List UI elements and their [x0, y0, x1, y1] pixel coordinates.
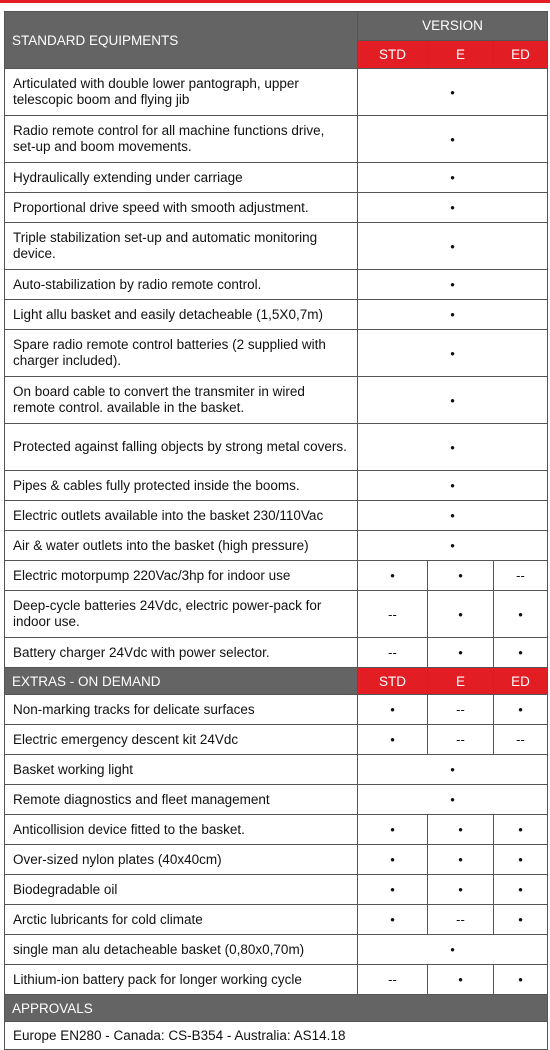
availability-std: •: [358, 695, 428, 725]
availability-std: •: [358, 845, 428, 875]
standard-item-label: Air & water outlets into the basket (high pressure): [5, 531, 358, 561]
version-e: E: [428, 40, 494, 69]
availability-all-versions: •: [358, 69, 548, 116]
extras-row: [5, 905, 548, 935]
availability-e: •: [428, 638, 494, 668]
availability-e: •: [428, 815, 494, 845]
extras-item-label: Electric emergency descent kit 24Vdc: [5, 725, 358, 755]
header-row-top: [5, 12, 548, 41]
extras-item-label: Anticollision device fitted to the basket.: [5, 815, 358, 845]
standard-row: [5, 69, 548, 116]
standard-item-label: Battery charger 24Vdc with power selector.: [5, 638, 358, 668]
standard-row: [5, 270, 548, 300]
availability-all-versions: •: [358, 935, 548, 965]
availability-e: --: [428, 725, 494, 755]
standard-item-label: Deep-cycle batteries 24Vdc, electric power-pack for indoor use.: [5, 591, 358, 638]
extras-row: [5, 815, 548, 845]
availability-ed: •: [494, 591, 548, 638]
equipment-table: [4, 11, 548, 1050]
extras-item-label: Arctic lubricants for cold climate: [5, 905, 358, 935]
extras-item-label: Over-sized nylon plates (40x40cm): [5, 845, 358, 875]
extras-row: [5, 935, 548, 965]
standard-item-label: Proportional drive speed with smooth adjustment.: [5, 193, 358, 223]
extras-item-label: Remote diagnostics and fleet management: [5, 785, 358, 815]
standard-item-label: Articulated with double lower pantograph, upper telescopic boom and flying jib: [5, 69, 358, 116]
availability-ed: •: [494, 965, 548, 995]
availability-all-versions: •: [358, 270, 548, 300]
standard-row: [5, 223, 548, 270]
standard-item-label: Auto-stabilization by radio remote control.: [5, 270, 358, 300]
extras-item-label: Lithium-ion battery pack for longer working cycle: [5, 965, 358, 995]
standard-row: [5, 116, 548, 163]
availability-all-versions: •: [358, 471, 548, 501]
availability-std: •: [358, 905, 428, 935]
availability-ed: •: [494, 638, 548, 668]
standard-row: [5, 193, 548, 223]
availability-std: •: [358, 561, 428, 591]
standard-row: [5, 471, 548, 501]
standard-item-label: Hydraulically extending under carriage: [5, 163, 358, 193]
approvals-title: APPROVALS: [5, 995, 548, 1022]
standard-row: [5, 300, 548, 330]
availability-e: •: [428, 561, 494, 591]
equipment-sheet: [4, 11, 547, 1050]
standard-item-label: On board cable to convert the transmiter in wired remote control. available in the basket.: [5, 377, 358, 424]
extras-row: [5, 755, 548, 785]
approvals-text: Europe EN280 - Canada: CS-B354 - Australia: AS14.18: [5, 1022, 548, 1050]
availability-all-versions: •: [358, 377, 548, 424]
version-label: VERSION: [358, 12, 548, 41]
availability-all-versions: •: [358, 116, 548, 163]
availability-std: •: [358, 815, 428, 845]
availability-all-versions: •: [358, 785, 548, 815]
version-std: STD: [358, 40, 428, 69]
extras-item-label: Non-marking tracks for delicate surfaces: [5, 695, 358, 725]
availability-std: --: [358, 965, 428, 995]
availability-ed: •: [494, 695, 548, 725]
standard-item-label: Light allu basket and easily detacheable (1,5X0,7m): [5, 300, 358, 330]
standard-row: [5, 377, 548, 424]
availability-e: •: [428, 875, 494, 905]
standard-row: [5, 330, 548, 377]
extras-row: [5, 965, 548, 995]
version-ed: ED: [494, 40, 548, 69]
standard-row: [5, 638, 548, 668]
availability-all-versions: •: [358, 424, 548, 471]
extras-row: [5, 695, 548, 725]
extras-item-label: single man alu detacheable basket (0,80x0,70m): [5, 935, 358, 965]
availability-e: --: [428, 905, 494, 935]
extras-item-label: Basket working light: [5, 755, 358, 785]
extras-version-std: STD: [358, 668, 428, 695]
availability-ed: •: [494, 875, 548, 905]
availability-all-versions: •: [358, 755, 548, 785]
availability-all-versions: •: [358, 531, 548, 561]
availability-ed: •: [494, 905, 548, 935]
extras-title: EXTRAS - ON DEMAND: [5, 668, 358, 695]
standard-item-label: Spare radio remote control batteries (2 supplied with charger included).: [5, 330, 358, 377]
standard-row: [5, 561, 548, 591]
availability-ed: •: [494, 815, 548, 845]
extras-item-label: Biodegradable oil: [5, 875, 358, 905]
availability-e: •: [428, 845, 494, 875]
top-red-line: [0, 0, 550, 3]
extras-version-ed: ED: [494, 668, 548, 695]
availability-e: •: [428, 965, 494, 995]
standard-item-label: Triple stabilization set-up and automatic monitoring device.: [5, 223, 358, 270]
approvals-row: [5, 1022, 548, 1050]
extras-row: [5, 875, 548, 905]
approvals-header-row: [5, 995, 548, 1022]
standard-item-label: Pipes & cables fully protected inside the booms.: [5, 471, 358, 501]
availability-std: --: [358, 638, 428, 668]
availability-all-versions: •: [358, 300, 548, 330]
availability-std: •: [358, 875, 428, 905]
standard-row: [5, 531, 548, 561]
availability-ed: --: [494, 561, 548, 591]
standard-item-label: Electric motorpump 220Vac/3hp for indoor use: [5, 561, 358, 591]
standard-item-label: Electric outlets available into the basket 230/110Vac: [5, 501, 358, 531]
standard-row: [5, 501, 548, 531]
standard-equipments-title: STANDARD EQUIPMENTS: [5, 12, 358, 69]
extras-row: [5, 785, 548, 815]
standard-row: [5, 424, 548, 471]
extras-row: [5, 845, 548, 875]
availability-all-versions: •: [358, 193, 548, 223]
availability-all-versions: •: [358, 223, 548, 270]
availability-ed: •: [494, 845, 548, 875]
standard-row: [5, 591, 548, 638]
availability-ed: --: [494, 725, 548, 755]
standard-row: [5, 163, 548, 193]
extras-row: [5, 725, 548, 755]
standard-item-label: Radio remote control for all machine functions drive, set-up and boom movements.: [5, 116, 358, 163]
extras-version-e: E: [428, 668, 494, 695]
availability-all-versions: •: [358, 163, 548, 193]
availability-std: --: [358, 591, 428, 638]
availability-all-versions: •: [358, 501, 548, 531]
standard-item-label: Protected against falling objects by strong metal covers.: [5, 424, 358, 471]
extras-header-row: [5, 668, 548, 695]
availability-all-versions: •: [358, 330, 548, 377]
availability-e: •: [428, 591, 494, 638]
availability-std: •: [358, 725, 428, 755]
equipment-table-body: [5, 12, 548, 1050]
availability-e: --: [428, 695, 494, 725]
